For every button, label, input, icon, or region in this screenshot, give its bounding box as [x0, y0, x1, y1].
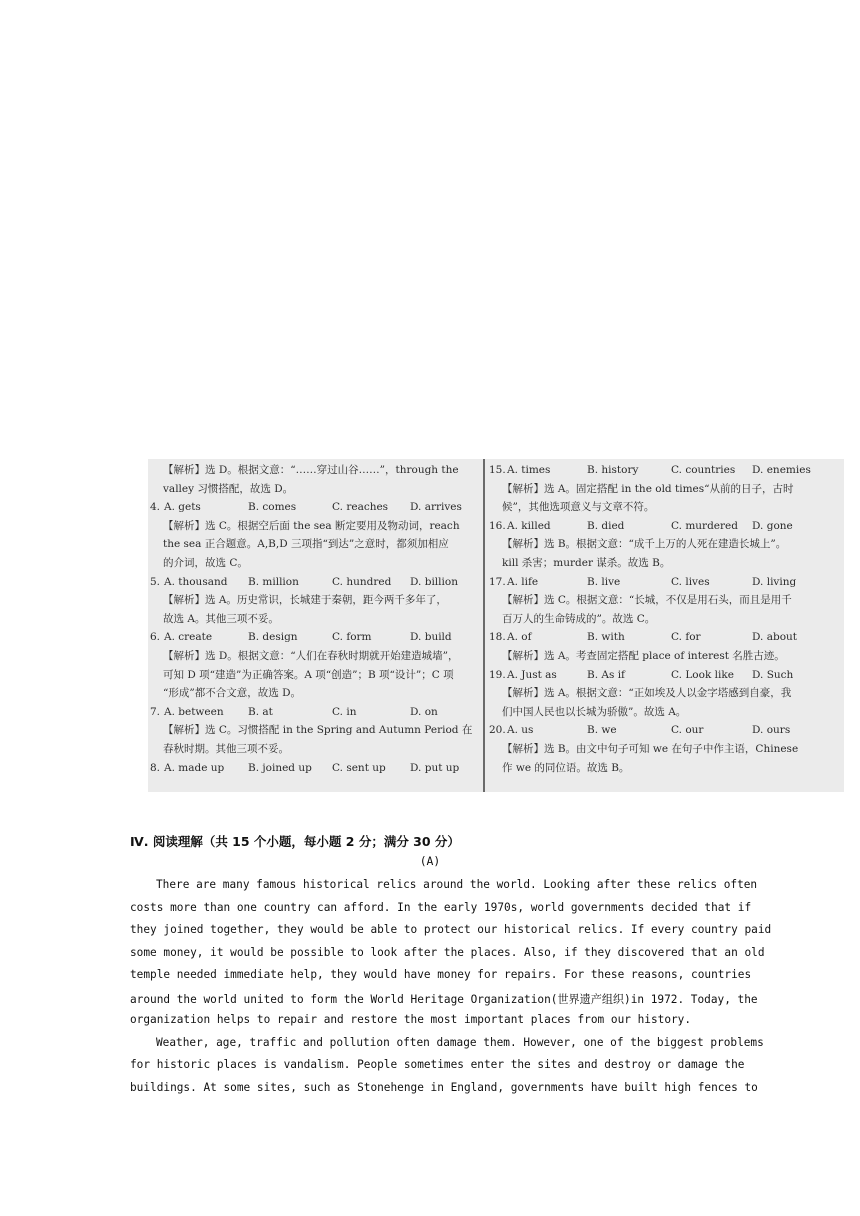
answer-option: C. sent up — [332, 761, 386, 774]
explanation-line: 们中国人民也以长城为骄傲”。故选 A。 — [502, 705, 687, 718]
question-row — [150, 628, 478, 647]
explanation — [489, 684, 841, 721]
explanation-line: 【解析】选 C。根据文意：“长城，不仅是用石头，而且是用千 — [502, 594, 792, 607]
passage-label: (A) — [419, 854, 441, 868]
explanation-line: 百万人的生命铸成的”。故选 C。 — [502, 612, 656, 625]
answer-option: A. gets — [164, 501, 201, 514]
answer-option: C. form — [332, 631, 372, 644]
explanation — [489, 647, 841, 666]
question-number: 6. — [150, 631, 161, 644]
answer-option: A. of — [507, 631, 532, 644]
question-number: 19. — [489, 668, 506, 681]
passage-line: temple needed immediate help, they would have money for repairs. For these reasons, countries — [130, 968, 752, 981]
question-number: 18. — [489, 631, 506, 644]
answer-option: D. billion — [410, 575, 458, 588]
answer-option: B. As if — [587, 668, 625, 681]
question-number: 17. — [489, 575, 506, 588]
explanation-line: the sea 正合题意。A,B,D 三项指“到达”之意时，都须加相应 — [163, 538, 449, 551]
explanation — [489, 591, 841, 628]
explanation — [150, 721, 478, 758]
passage-line: Weather, age, traffic and pollution often damage them. However, one of the biggest problems — [156, 1036, 764, 1049]
answer-option: A. made up — [164, 761, 225, 774]
passage-line: buildings. At some sites, such as Stonehenge in England, governments have built high fences to — [130, 1081, 758, 1094]
explanation-line: 春秋时期。其他三项不妥。 — [163, 742, 289, 755]
answer-option: A. life — [507, 575, 539, 588]
answer-option: C. for — [671, 631, 701, 644]
answer-option: B. with — [587, 631, 625, 644]
answer-option: D. put up — [410, 761, 460, 774]
answer-option: D. enemies — [752, 464, 811, 476]
answer-option: D. on — [410, 705, 438, 718]
question-row — [489, 721, 841, 740]
answer-option: A. between — [164, 705, 224, 718]
passage-line: There are many famous historical relics around the world. Looking after these relics often — [156, 878, 758, 891]
answer-option: B. at — [248, 705, 273, 718]
answer-option: C. countries — [671, 464, 736, 476]
section-heading: Ⅳ. 阅读理解（共 15 个小题，每小题 2 分；满分 30 分） — [130, 834, 460, 849]
answer-column-right — [489, 461, 841, 777]
question-row — [489, 517, 841, 536]
explanation-line: 【解析】选 A。历史常识，长城建于秦朝，距今两千多年了， — [163, 594, 447, 607]
question-row — [489, 461, 841, 480]
answer-option: A. Just as — [507, 668, 557, 681]
question-number: 20. — [489, 724, 506, 737]
question-row — [150, 759, 478, 778]
answer-option: C. in — [332, 705, 357, 718]
answer-option: D. living — [752, 575, 797, 588]
explanation-line: 作 we 的同位语。故选 B。 — [502, 761, 630, 774]
explanation — [150, 591, 478, 628]
passage-line: around the world united to form the World Heritage Organization(世界遗产组织)in 1972. Today, the — [130, 993, 758, 1006]
answer-option: B. we — [587, 724, 617, 737]
question-row — [489, 573, 841, 592]
answer-column-left — [150, 461, 478, 777]
answer-option: C. reaches — [332, 501, 389, 514]
answer-option: C. lives — [671, 575, 710, 588]
answer-option: A. us — [507, 724, 534, 737]
answer-option: B. million — [248, 575, 299, 588]
answer-option: D. Such — [752, 668, 794, 681]
explanation-line: 的介词，故选 C。 — [163, 556, 248, 569]
answer-option: B. comes — [248, 501, 297, 514]
answer-option: A. killed — [507, 519, 551, 532]
explanation-line: 【解析】选 C。根据空后面 the sea 断定要用及物动词，reach — [163, 519, 460, 532]
explanation-line: 【解析】选 C。习惯搭配 in the Spring and Autumn Period 在 — [163, 724, 473, 737]
answer-option: D. about — [752, 631, 798, 644]
explanation-line: valley 习惯搭配，故选 D。 — [163, 482, 294, 495]
column-divider — [483, 459, 485, 792]
explanation-line: 故选 A。其他三项不妥。 — [163, 612, 279, 625]
question-number: 5. — [150, 575, 161, 588]
answer-option: C. hundred — [332, 575, 392, 588]
explanation-line: “形成”都不合文意，故选 D。 — [163, 687, 301, 700]
explanation — [150, 517, 478, 573]
passage-line: costs more than one country can afford. In the early 1970s, world governments decided that if — [130, 901, 752, 914]
explanation — [489, 535, 841, 572]
explanation-line: 【解析】选 A。固定搭配 in the old times“从前的日子，古时 — [502, 482, 794, 495]
explanation-line: kill 杀害；murder 谋杀。故选 B。 — [502, 556, 671, 569]
question-number: 7. — [150, 705, 161, 718]
question-number: 8. — [150, 761, 161, 774]
question-row — [489, 628, 841, 647]
explanation-line: 可知 D 项“建造”为正确答案。A 项“创造”；B 项“设计”；C 项 — [163, 668, 454, 681]
answer-option: C. Look like — [671, 668, 734, 681]
answer-option: A. times — [507, 464, 551, 476]
answer-option: C. our — [671, 724, 704, 737]
explanation — [489, 480, 841, 517]
explanation-line: 【解析】选 A。根据文意：“正如埃及人以金字塔感到自豪，我 — [502, 687, 792, 700]
answer-option: A. create — [164, 631, 213, 644]
explanation-line: 【解析】选 D。根据文意：“人们在春秋时期就开始建造城墙”， — [163, 649, 459, 662]
explanation — [489, 740, 841, 777]
passage-line: some money, it would be possible to look after the places. Also, if they discovered that an old — [130, 946, 765, 959]
question-row — [150, 703, 478, 722]
answer-option: B. joined up — [248, 761, 312, 774]
answer-option: B. died — [587, 519, 625, 532]
passage-line: organization helps to repair and restore the most important places from our history. — [130, 1013, 692, 1026]
answer-option: D. ours — [752, 724, 791, 737]
answer-option: B. design — [248, 631, 298, 644]
explanation — [150, 647, 478, 703]
question-number: 4. — [150, 501, 161, 514]
question-row — [489, 666, 841, 685]
answer-option: A. thousand — [164, 575, 228, 588]
answer-option: D. arrives — [410, 501, 462, 514]
answer-option: D. gone — [752, 519, 793, 532]
explanation-line: 候”，其他选项意义与文章不符。 — [502, 501, 655, 514]
answer-key-scan — [148, 459, 844, 792]
answer-option: B. live — [587, 575, 621, 588]
answer-option: D. build — [410, 631, 452, 644]
explanation — [150, 461, 478, 498]
question-row — [150, 498, 478, 517]
passage-line: they joined together, they would be able to protect our historical relics. If every country paid — [130, 923, 772, 936]
passage-line: for historic places is vandalism. People sometimes enter the sites and destroy or damage the — [130, 1058, 745, 1071]
explanation-line: 【解析】选 B。根据文意：“成千上万的人死在建造长城上”。 — [502, 538, 787, 551]
question-number: 15. — [489, 464, 506, 476]
question-row — [150, 573, 478, 592]
answer-option: C. murdered — [671, 519, 738, 532]
explanation-line: 【解析】选 B。由文中句子可知 we 在句子中作主语，Chinese — [502, 742, 799, 755]
answer-option: B. history — [587, 464, 639, 476]
explanation-line: 【解析】选 A。考查固定搭配 place of interest 名胜古迹。 — [502, 649, 785, 662]
question-number: 16. — [489, 519, 506, 532]
explanation-line: 【解析】选 D。根据文意：“……穿过山谷……”，through the — [163, 464, 459, 476]
